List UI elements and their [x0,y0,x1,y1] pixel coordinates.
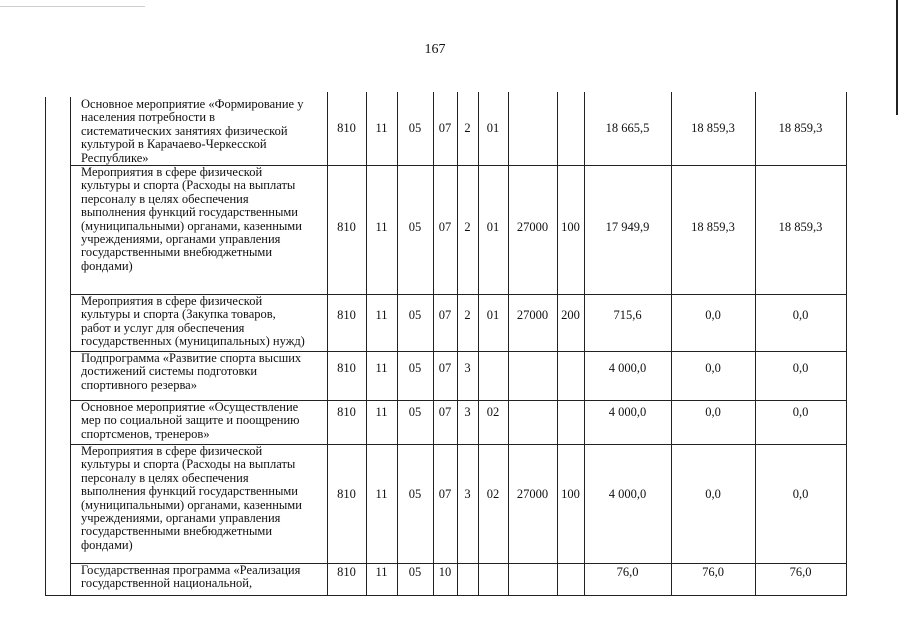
row-description [81,352,327,400]
cell-dir: 27000 [516,308,549,322]
cell-y1: 18 665,5 [605,121,650,135]
column-divider [584,92,585,595]
description-line: спортивного резерва» [81,377,197,392]
cell-osn: 01 [486,220,500,234]
cell-y1: 76,0 [616,565,639,579]
cell-vr: 200 [561,308,580,322]
description-line: культуры и спорта (Расходы на выплаты [81,457,296,472]
description-line: учреждениями, органами управления [81,511,281,526]
description-line: Основное мероприятие «Осуществление [81,401,299,414]
column-divider [755,92,756,595]
top-rule [0,6,145,7]
cell-sub: 3 [464,487,471,501]
description-line: культуры и спорта (Закупка товаров, [81,307,276,322]
column-divider [846,92,847,595]
cell-pr: 05 [408,308,422,322]
cell-sub: 2 [464,121,471,135]
cell-pr: 05 [408,121,422,135]
cell-pr: 05 [408,565,422,579]
column-divider [70,97,71,595]
cell-rz: 11 [375,121,388,135]
description-line: Мероприятия в сфере физической [81,166,263,179]
cell-rz: 11 [375,361,388,375]
cell-y3: 18 859,3 [778,220,823,234]
description-line: выполнения функций государственными [81,205,298,220]
cell-rz: 11 [375,565,388,579]
description-line: государственной национальной, [81,576,253,591]
scan-edge-mark [896,0,898,115]
description-line: Государственная программа «Реализация [81,564,301,577]
cell-pr: 05 [408,361,422,375]
description-line: учреждениями, органами управления [81,232,281,247]
column-divider [457,92,458,595]
cell-sub: 3 [464,361,471,375]
row-description [81,295,327,351]
cell-y2: 0,0 [705,308,721,322]
description-line: культуры и спорта (Расходы на выплаты [81,178,296,193]
description-line: государственных (муниципальных) нужд) [81,334,305,349]
column-divider [327,92,328,595]
column-divider [433,92,434,595]
cell-y1: 4 000,0 [608,487,647,501]
cell-y1: 4 000,0 [608,361,647,375]
cell-y3: 0,0 [792,361,809,375]
cell-vr: 100 [561,220,580,234]
cell-prog: 07 [438,487,452,501]
cell-sub: 3 [464,405,471,419]
cell-ved: 810 [337,565,356,579]
cell-prog: 07 [438,121,452,135]
cell-ved: 810 [337,121,356,135]
description-line: спортсменов, тренеров» [81,426,210,441]
cell-ved: 810 [337,220,356,234]
description-line: государственными внебюджетными [81,245,273,260]
cell-rz: 11 [375,405,388,419]
cell-osn: 02 [486,405,500,419]
row-description [81,564,327,595]
row-description [81,401,327,444]
cell-y1: 4 000,0 [608,405,647,419]
cell-rz: 11 [375,487,388,501]
description-line: Мероприятия в сфере физической [81,445,263,458]
description-line: Подпрограмма «Развитие спорта высших [81,352,302,365]
cell-y2: 0,0 [705,361,721,375]
description-line: культурой в Карачаево-Черкесской [81,137,267,152]
cell-y3: 18 859,3 [778,121,823,135]
column-divider [397,92,398,595]
description-line: Республике» [81,150,149,165]
cell-y2: 76,0 [702,565,724,579]
column-divider [508,92,509,595]
column-divider [671,92,672,595]
row-description [81,445,327,563]
cell-pr: 05 [408,487,422,501]
description-line: мер по социальной защите и поощрению [81,413,300,428]
cell-vr: 100 [561,487,580,501]
description-line: персоналу в целях обеспечения [81,470,249,485]
cell-y3: 0,0 [792,487,809,501]
column-divider [366,92,367,595]
cell-pr: 05 [408,220,422,234]
cell-ved: 810 [337,308,356,322]
cell-prog: 07 [438,220,452,234]
cell-sub: 2 [464,220,471,234]
cell-prog: 07 [438,361,452,375]
cell-y3: 0,0 [792,405,809,419]
description-line: (муниципальными) органами, казенными [81,218,302,233]
description-line: Основное мероприятие «Формирование у [81,98,304,111]
cell-pr: 05 [408,405,422,419]
row-description [81,166,327,294]
description-line: персоналу в целях обеспечения [81,191,249,206]
cell-rz: 11 [375,220,388,234]
cell-y3: 0,0 [792,308,809,322]
cell-ved: 810 [337,487,356,501]
column-divider [557,92,558,595]
cell-y1: 715,6 [613,308,642,322]
cell-prog: 07 [438,405,452,419]
cell-ved: 810 [337,405,356,419]
cell-prog: 10 [438,565,452,579]
cell-y3: 76,0 [789,565,812,579]
description-line: населения потребности в [81,110,216,125]
row-divider [45,595,847,596]
page-number: 167 [424,42,446,57]
cell-y2: 18 859,3 [691,121,735,135]
cell-ved: 810 [337,361,356,375]
column-divider [45,97,46,595]
description-line: (муниципальными) органами, казенными [81,497,302,512]
description-line: государственными внебюджетными [81,524,273,539]
cell-y2: 18 859,3 [691,220,735,234]
description-line: достижений системы подготовки [81,364,258,379]
description-line: Мероприятия в сфере физической [81,295,263,308]
description-line: систематических занятиях физической [81,123,288,138]
cell-prog: 07 [438,308,452,322]
row-description [81,98,327,165]
cell-osn: 01 [486,121,500,135]
cell-osn: 01 [486,308,500,322]
cell-y2: 0,0 [705,405,721,419]
cell-rz: 11 [375,308,388,322]
description-line: выполнения функций государственными [81,484,298,499]
cell-dir: 27000 [516,487,549,501]
description-line: работ и услуг для обеспечения [81,320,245,335]
cell-osn: 02 [486,487,500,501]
description-line: фондами) [81,537,133,552]
cell-sub: 2 [464,308,471,322]
cell-y2: 0,0 [705,487,721,501]
cell-y1: 17 949,9 [605,220,650,234]
column-divider [478,92,479,595]
cell-dir: 27000 [516,220,549,234]
description-line: фондами) [81,258,133,273]
